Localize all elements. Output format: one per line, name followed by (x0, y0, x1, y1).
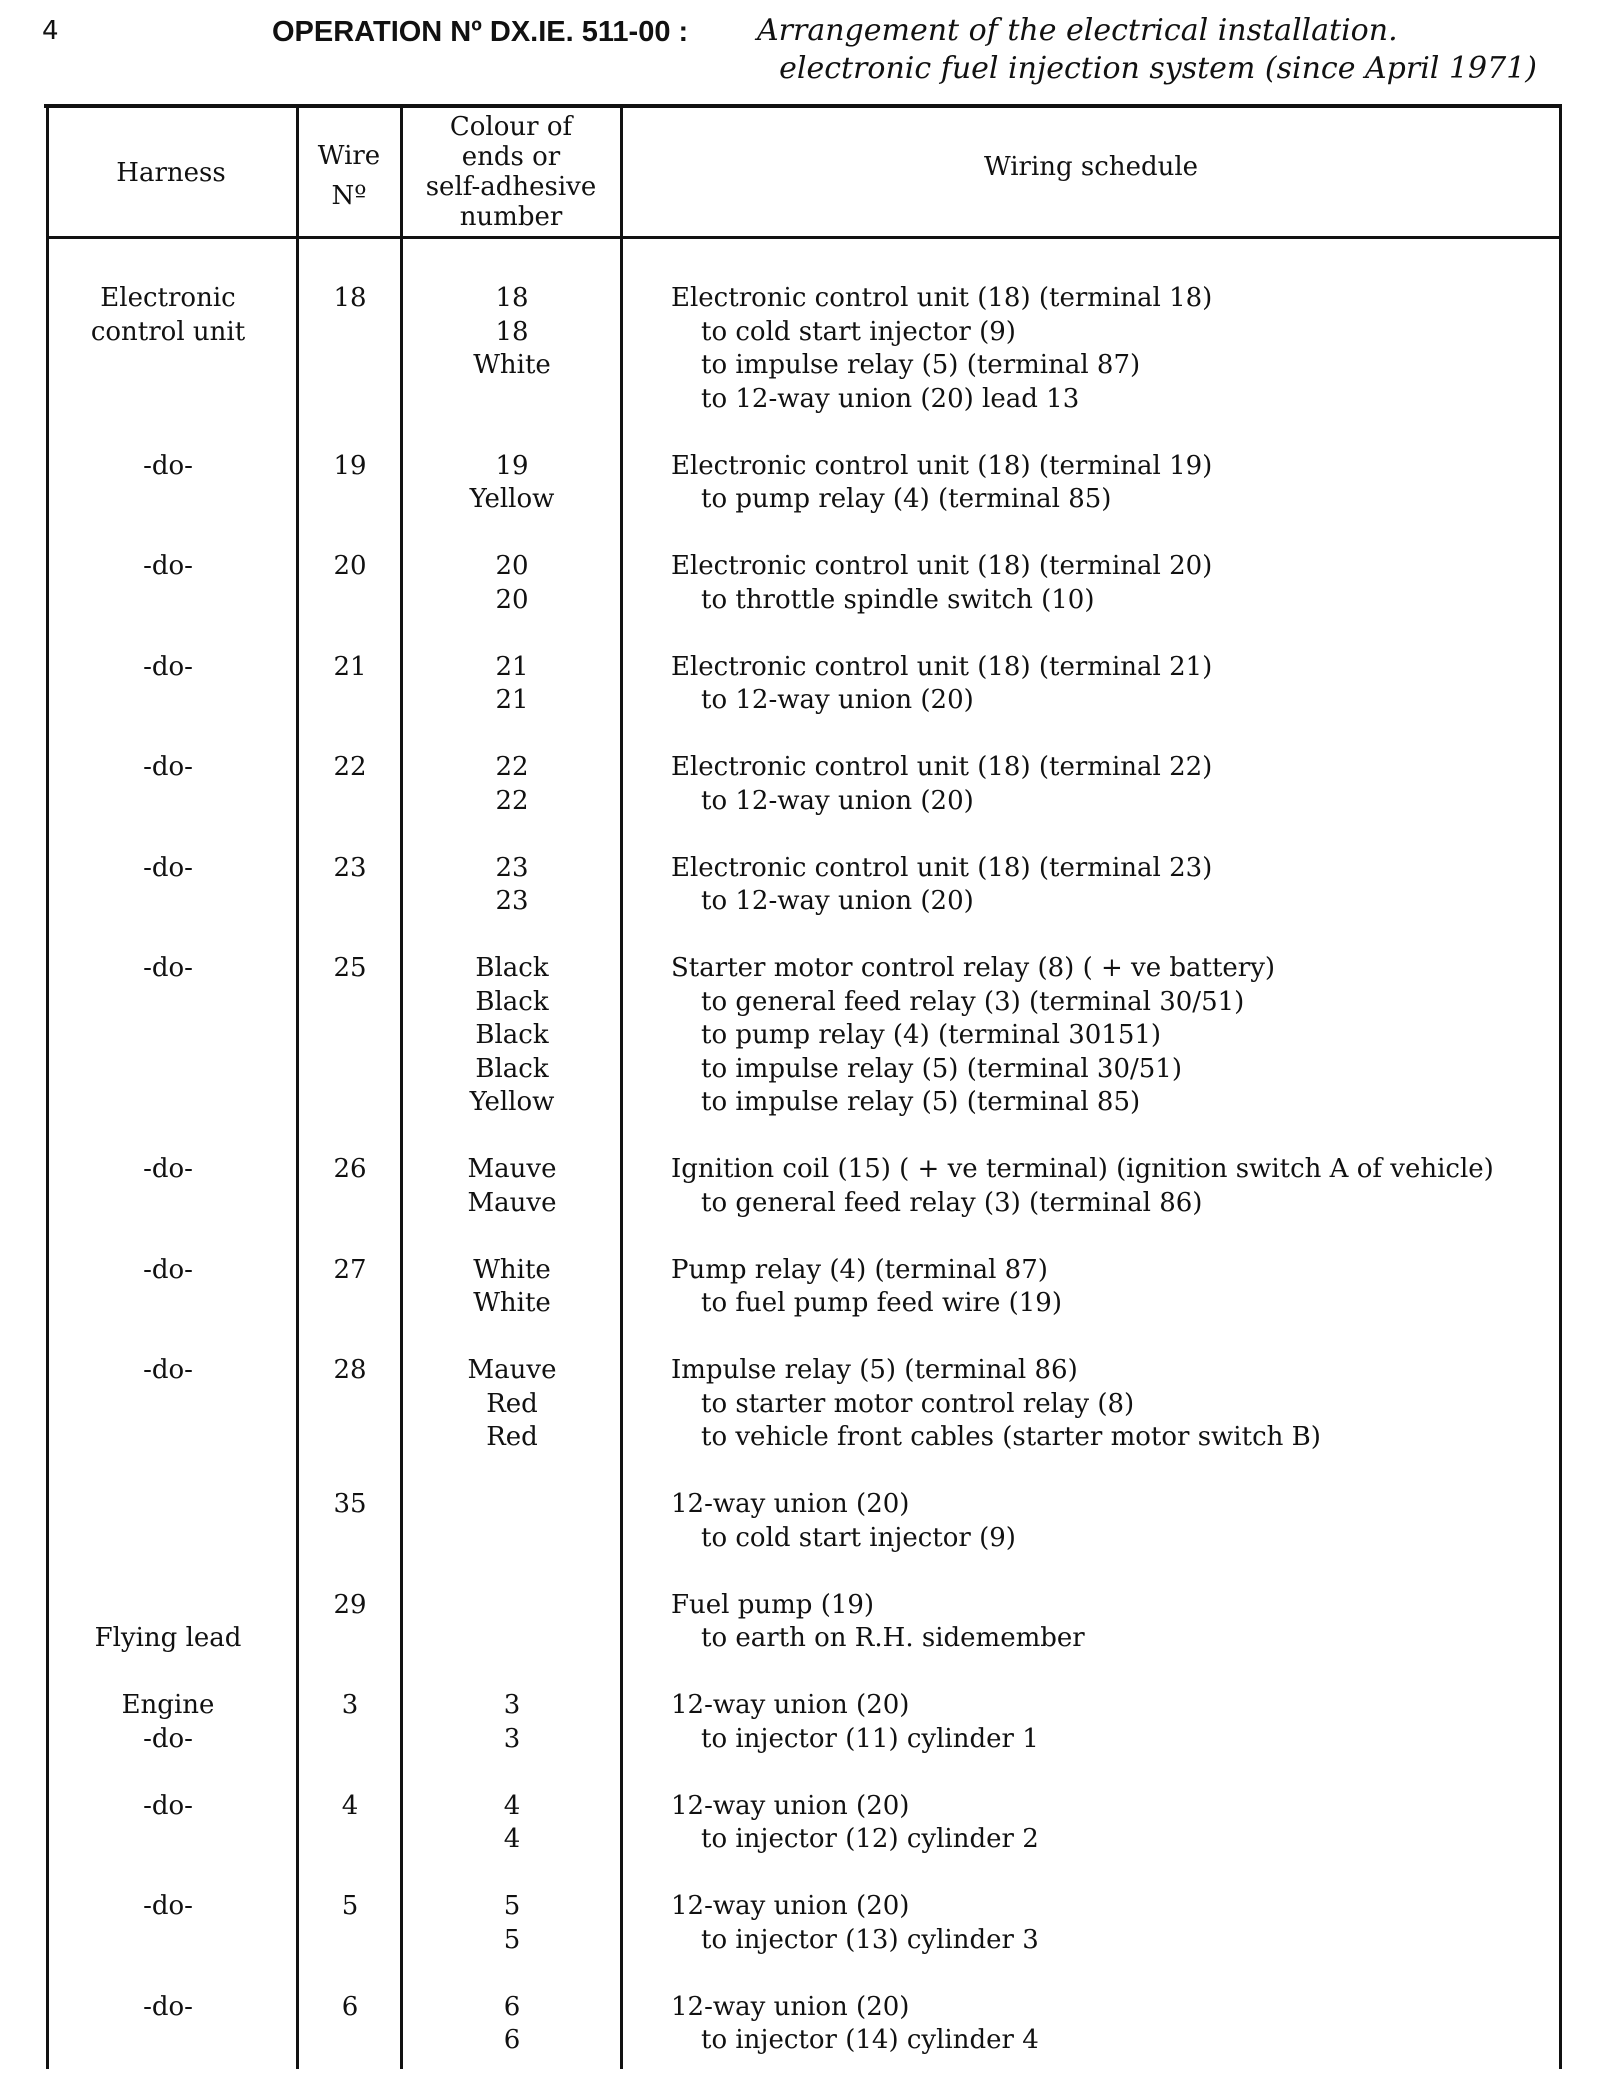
colour-value: 4 (403, 1823, 621, 1857)
table-row (0, 751, 1600, 852)
schedule-origin: Electronic control unit (18) (terminal 19) (671, 450, 1571, 484)
colour-value: 23 (403, 885, 621, 919)
schedule-origin: 12-way union (20) (671, 1790, 1571, 1824)
wire-number-cell: 21 (298, 651, 402, 685)
table-top-border (44, 104, 1562, 108)
table-row (0, 282, 1600, 450)
wiring-schedule-cell (671, 1153, 1571, 1220)
wiring-schedule-cell (671, 1790, 1571, 1857)
colour-value: 5 (403, 1924, 621, 1958)
harness-cell: Electronic control unit (48, 282, 288, 349)
wiring-schedule-cell (671, 1488, 1571, 1555)
title-line-1: Arrangement of the electrical installation. (757, 13, 1398, 48)
colour-value: Black (403, 986, 621, 1020)
schedule-destination: to pump relay (4) (terminal 85) (671, 483, 1571, 517)
colour-value: 6 (403, 2024, 621, 2058)
schedule-destination: to cold start injector (9) (671, 1522, 1571, 1556)
wire-number-cell: 18 (298, 282, 402, 316)
table-row (0, 1991, 1600, 2091)
colour-cell (403, 952, 621, 1120)
colour-value: 22 (403, 785, 621, 819)
colour-value: White (403, 1287, 621, 1321)
colour-value: 22 (403, 751, 621, 785)
harness-cell: -do- (48, 1153, 288, 1187)
table-row (0, 852, 1600, 953)
colour-value: 20 (403, 550, 621, 584)
schedule-destination: to earth on R.H. sidemember (671, 1622, 1571, 1656)
table-row (0, 1153, 1600, 1254)
harness-cell: -do- (48, 1991, 288, 2025)
schedule-destination: to 12-way union (20) (671, 885, 1571, 919)
wire-number-cell: 4 (298, 1790, 402, 1824)
table-row (0, 1354, 1600, 1488)
colour-value: Black (403, 952, 621, 986)
table-row (0, 1254, 1600, 1355)
table-row (0, 550, 1600, 651)
colour-cell (403, 450, 621, 517)
colour-cell (403, 651, 621, 718)
harness-cell: -do- (48, 651, 288, 685)
table-row (0, 952, 1600, 1153)
header-colour (403, 112, 619, 232)
wiring-schedule-cell (671, 1991, 1571, 2058)
wire-number-cell: 19 (298, 450, 402, 484)
wiring-schedule-cell (671, 751, 1571, 818)
colour-value: 23 (403, 852, 621, 886)
wire-number-cell: 6 (298, 1991, 402, 2025)
harness-cell: -do- (48, 550, 288, 584)
harness-cell: -do- (48, 450, 288, 484)
wire-number-cell: 20 (298, 550, 402, 584)
header-bottom-border (48, 236, 1562, 239)
schedule-destination: to impulse relay (5) (terminal 85) (671, 1086, 1571, 1120)
colour-value: 20 (403, 584, 621, 618)
colour-cell (403, 1790, 621, 1857)
colour-value: White (403, 349, 621, 383)
schedule-origin: 12-way union (20) (671, 1890, 1571, 1924)
schedule-origin: Electronic control unit (18) (terminal 22) (671, 751, 1571, 785)
schedule-destination: to injector (13) cylinder 3 (671, 1924, 1571, 1958)
wiring-schedule-cell (671, 1689, 1571, 1756)
schedule-origin: Electronic control unit (18) (terminal 20) (671, 550, 1571, 584)
harness-cell: -do- (48, 1254, 288, 1288)
schedule-destination: to 12-way union (20) (671, 785, 1571, 819)
schedule-destination: to pump relay (4) (terminal 30151) (671, 1019, 1571, 1053)
colour-value: 21 (403, 684, 621, 718)
colour-cell (403, 1689, 621, 1756)
colour-value: Black (403, 1019, 621, 1053)
wire-number-cell: 25 (298, 952, 402, 986)
harness-cell: -do- (48, 952, 288, 986)
table-body (0, 282, 1600, 2091)
colour-value: 18 (403, 316, 621, 350)
colour-cell (403, 751, 621, 818)
colour-value: 6 (403, 1991, 621, 2025)
table-row (0, 1689, 1600, 1790)
wire-number-cell: 22 (298, 751, 402, 785)
wire-number-cell: 35 (298, 1488, 402, 1522)
colour-value: 5 (403, 1890, 621, 1924)
colour-value: 18 (403, 282, 621, 316)
harness-cell: Flying lead (48, 1589, 288, 1656)
wiring-schedule-cell (671, 282, 1571, 416)
colour-value: Red (403, 1421, 621, 1455)
colour-value: White (403, 1254, 621, 1288)
schedule-destination: to 12-way union (20) (671, 684, 1571, 718)
schedule-origin: 12-way union (20) (671, 1991, 1571, 2025)
wire-number-cell: 27 (298, 1254, 402, 1288)
colour-value: Black (403, 1053, 621, 1087)
table-row (0, 450, 1600, 551)
colour-cell (403, 1254, 621, 1321)
title-line-2: electronic fuel injection system (since April 1971) (757, 50, 1537, 88)
colour-cell (403, 1354, 621, 1455)
colour-cell (403, 1153, 621, 1220)
harness-cell: Engine -do- (48, 1689, 288, 1756)
wire-number-cell: 5 (298, 1890, 402, 1924)
colour-value: Mauve (403, 1354, 621, 1388)
schedule-origin: Ignition coil (15) ( + ve terminal) (ignition switch A of vehicle) (671, 1153, 1571, 1187)
schedule-destination: to injector (11) cylinder 1 (671, 1723, 1571, 1757)
schedule-destination: to general feed relay (3) (terminal 30/51) (671, 986, 1571, 1020)
table-row (0, 1488, 1600, 1589)
table-row (0, 1890, 1600, 1991)
schedule-destination: to starter motor control relay (8) (671, 1388, 1571, 1422)
harness-cell: -do- (48, 751, 288, 785)
wiring-schedule-cell (671, 1589, 1571, 1656)
schedule-origin: Starter motor control relay (8) ( + ve battery) (671, 952, 1571, 986)
schedule-destination: to cold start injector (9) (671, 316, 1571, 350)
wire-number-cell: 26 (298, 1153, 402, 1187)
document-title (757, 12, 1537, 88)
schedule-destination: to general feed relay (3) (terminal 86) (671, 1187, 1571, 1221)
wire-number-cell: 28 (298, 1354, 402, 1388)
operation-number: OPERATION Nº DX.IE. 511-00 : (272, 16, 688, 49)
header-harness: Harness (48, 158, 294, 188)
schedule-origin: Pump relay (4) (terminal 87) (671, 1254, 1571, 1288)
colour-value: Yellow (403, 483, 621, 517)
harness-cell: -do- (48, 852, 288, 886)
wiring-schedule-cell (671, 550, 1571, 617)
harness-cell: -do- (48, 1354, 288, 1388)
page-number: 4 (42, 16, 59, 46)
wiring-schedule-cell (671, 1254, 1571, 1321)
wire-number-cell: 3 (298, 1689, 402, 1723)
schedule-destination: to impulse relay (5) (terminal 30/51) (671, 1053, 1571, 1087)
colour-value: 3 (403, 1723, 621, 1757)
schedule-destination: to injector (12) cylinder 2 (671, 1823, 1571, 1857)
colour-value: Mauve (403, 1153, 621, 1187)
table-row (0, 651, 1600, 752)
schedule-origin: Electronic control unit (18) (terminal 21) (671, 651, 1571, 685)
header-wire-line-2: Nº (299, 176, 399, 216)
header-colour-line-2: ends or (403, 142, 619, 172)
schedule-destination: to fuel pump feed wire (19) (671, 1287, 1571, 1321)
colour-cell (403, 1991, 621, 2058)
colour-cell (403, 852, 621, 919)
colour-value: 21 (403, 651, 621, 685)
colour-cell (403, 550, 621, 617)
schedule-destination: to vehicle front cables (starter motor switch B) (671, 1421, 1571, 1455)
schedule-destination: to impulse relay (5) (terminal 87) (671, 349, 1571, 383)
harness-cell: -do- (48, 1890, 288, 1924)
colour-cell (403, 282, 621, 383)
table-row (0, 1790, 1600, 1891)
wiring-schedule-cell (671, 952, 1571, 1120)
schedule-destination: to injector (14) cylinder 4 (671, 2024, 1571, 2058)
harness-cell: -do- (48, 1790, 288, 1824)
schedule-origin: 12-way union (20) (671, 1488, 1571, 1522)
wiring-schedule-cell (671, 1890, 1571, 1957)
schedule-origin: Electronic control unit (18) (terminal 18) (671, 282, 1571, 316)
colour-value: Yellow (403, 1086, 621, 1120)
wiring-schedule-cell (671, 852, 1571, 919)
header-wire (299, 136, 399, 216)
colour-value: 4 (403, 1790, 621, 1824)
table-row (0, 1589, 1600, 1690)
colour-value: Mauve (403, 1187, 621, 1221)
colour-value: 3 (403, 1689, 621, 1723)
colour-value: Red (403, 1388, 621, 1422)
schedule-origin: Impulse relay (5) (terminal 86) (671, 1354, 1571, 1388)
schedule-origin: Electronic control unit (18) (terminal 23) (671, 852, 1571, 886)
header-colour-line-3: self-adhesive (403, 172, 619, 202)
wiring-schedule-cell (671, 1354, 1571, 1455)
colour-value: 19 (403, 450, 621, 484)
header-colour-line-1: Colour of (403, 112, 619, 142)
header-colour-line-4: number (403, 202, 619, 232)
schedule-destination: to throttle spindle switch (10) (671, 584, 1571, 618)
schedule-origin: 12-way union (20) (671, 1689, 1571, 1723)
wire-number-cell: 29 (298, 1589, 402, 1623)
colour-cell (403, 1890, 621, 1957)
header-wire-line-1: Wire (299, 136, 399, 176)
schedule-destination: to 12-way union (20) lead 13 (671, 383, 1571, 417)
wiring-schedule-cell (671, 651, 1571, 718)
header-wiring-schedule: Wiring schedule (623, 152, 1559, 182)
schedule-origin: Fuel pump (19) (671, 1589, 1571, 1623)
wiring-schedule-cell (671, 450, 1571, 517)
wire-number-cell: 23 (298, 852, 402, 886)
